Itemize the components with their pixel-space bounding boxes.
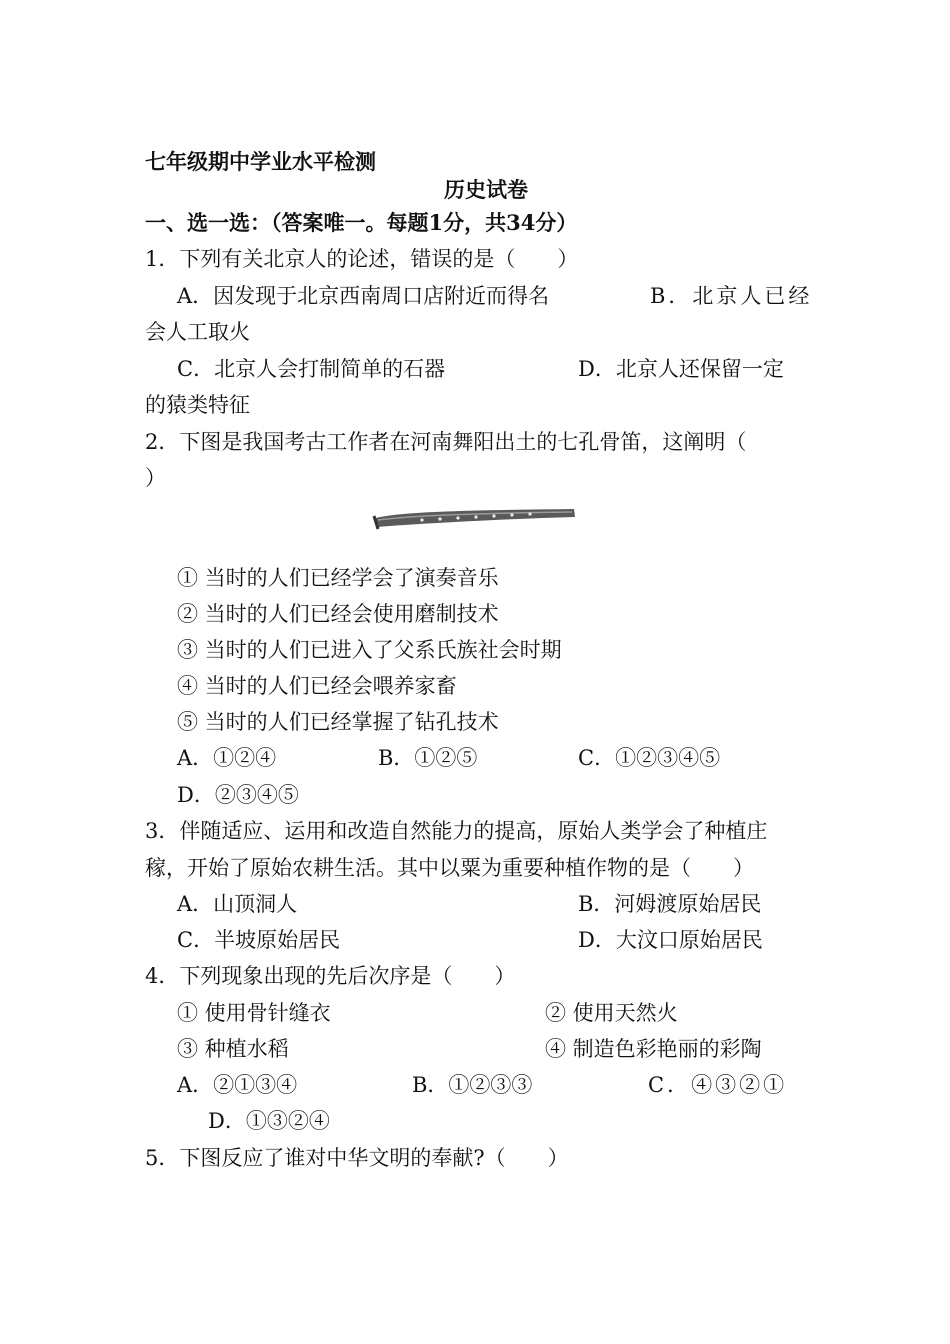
q2-stem-continued: ） — [145, 466, 166, 490]
q2-stem: 2．下图是我国考古工作者在河南舞阳出土的七孔骨笛，这阐明（ — [145, 430, 747, 454]
q1-option-d-continued: 的猿类特征 — [145, 393, 250, 417]
q2-option-c: C．①②③④⑤ — [578, 746, 721, 770]
q2-statement-5: ⑤ 当时的人们已经掌握了钻孔技术 — [177, 710, 499, 734]
section-heading: 一、选一选：（答案唯一。每题1分，共34分） — [145, 210, 578, 235]
q1-option-b: B．北京人已经 — [650, 284, 813, 308]
q2-option-b: B．①②⑤ — [378, 746, 478, 770]
q2-statement-1: ① 当时的人们已经学会了演奏音乐 — [177, 566, 499, 590]
q4-option-a: A．②①③④ — [177, 1073, 298, 1097]
q4-option-b: B．①②③③ — [412, 1073, 533, 1097]
q4-item-1: ① 使用骨针缝衣 — [177, 1001, 331, 1025]
q3-option-b: B．河姆渡原始居民 — [578, 892, 762, 916]
subject-title: 历史试卷 — [444, 177, 528, 202]
q4-item-3: ③ 种植水稻 — [177, 1037, 289, 1061]
q4-option-d: D．①③②④ — [208, 1109, 330, 1133]
q3-option-c: C．半坡原始居民 — [177, 928, 341, 952]
q3-stem: 3．伴随适应、运用和改造自然能力的提高，原始人类学会了种植庄 — [145, 819, 768, 843]
q1-option-a: A．因发现于北京西南周口店附近而得名 — [177, 284, 550, 308]
q1-option-c: C．北京人会打制简单的石器 — [177, 357, 446, 381]
exam-title: 七年级期中学业水平检测 — [145, 149, 376, 174]
q1-stem: 1．下列有关北京人的论述，错误的是（ ） — [145, 247, 579, 271]
bone-flute-image — [372, 500, 578, 534]
q2-statement-4: ④ 当时的人们已经会喂养家畜 — [177, 674, 457, 698]
q3-option-d: D．大汶口原始居民 — [578, 928, 763, 952]
q2-option-a: A．①②④ — [177, 746, 277, 770]
q4-item-4: ④ 制造色彩艳丽的彩陶 — [545, 1037, 762, 1061]
q4-option-c: C．④③②① — [648, 1073, 788, 1097]
q3-stem-continued: 稼，开始了原始农耕生活。其中以粟为重要种植作物的是（ ） — [145, 856, 754, 880]
q2-statement-3: ③ 当时的人们已进入了父系氏族社会时期 — [177, 638, 562, 662]
q5-stem: 5．下图反应了谁对中华文明的奉献?（ ） — [145, 1146, 569, 1170]
q1-option-d: D．北京人还保留一定 — [578, 357, 784, 381]
q2-option-d: D．②③④⑤ — [177, 783, 299, 807]
q3-option-a: A．山顶洞人 — [177, 892, 298, 916]
q2-statement-2: ② 当时的人们已经会使用磨制技术 — [177, 602, 499, 626]
q4-stem: 4．下列现象出现的先后次序是（ ） — [145, 964, 516, 988]
q1-option-b-continued: 会人工取火 — [145, 320, 250, 344]
q4-item-2: ② 使用天然火 — [545, 1001, 678, 1025]
